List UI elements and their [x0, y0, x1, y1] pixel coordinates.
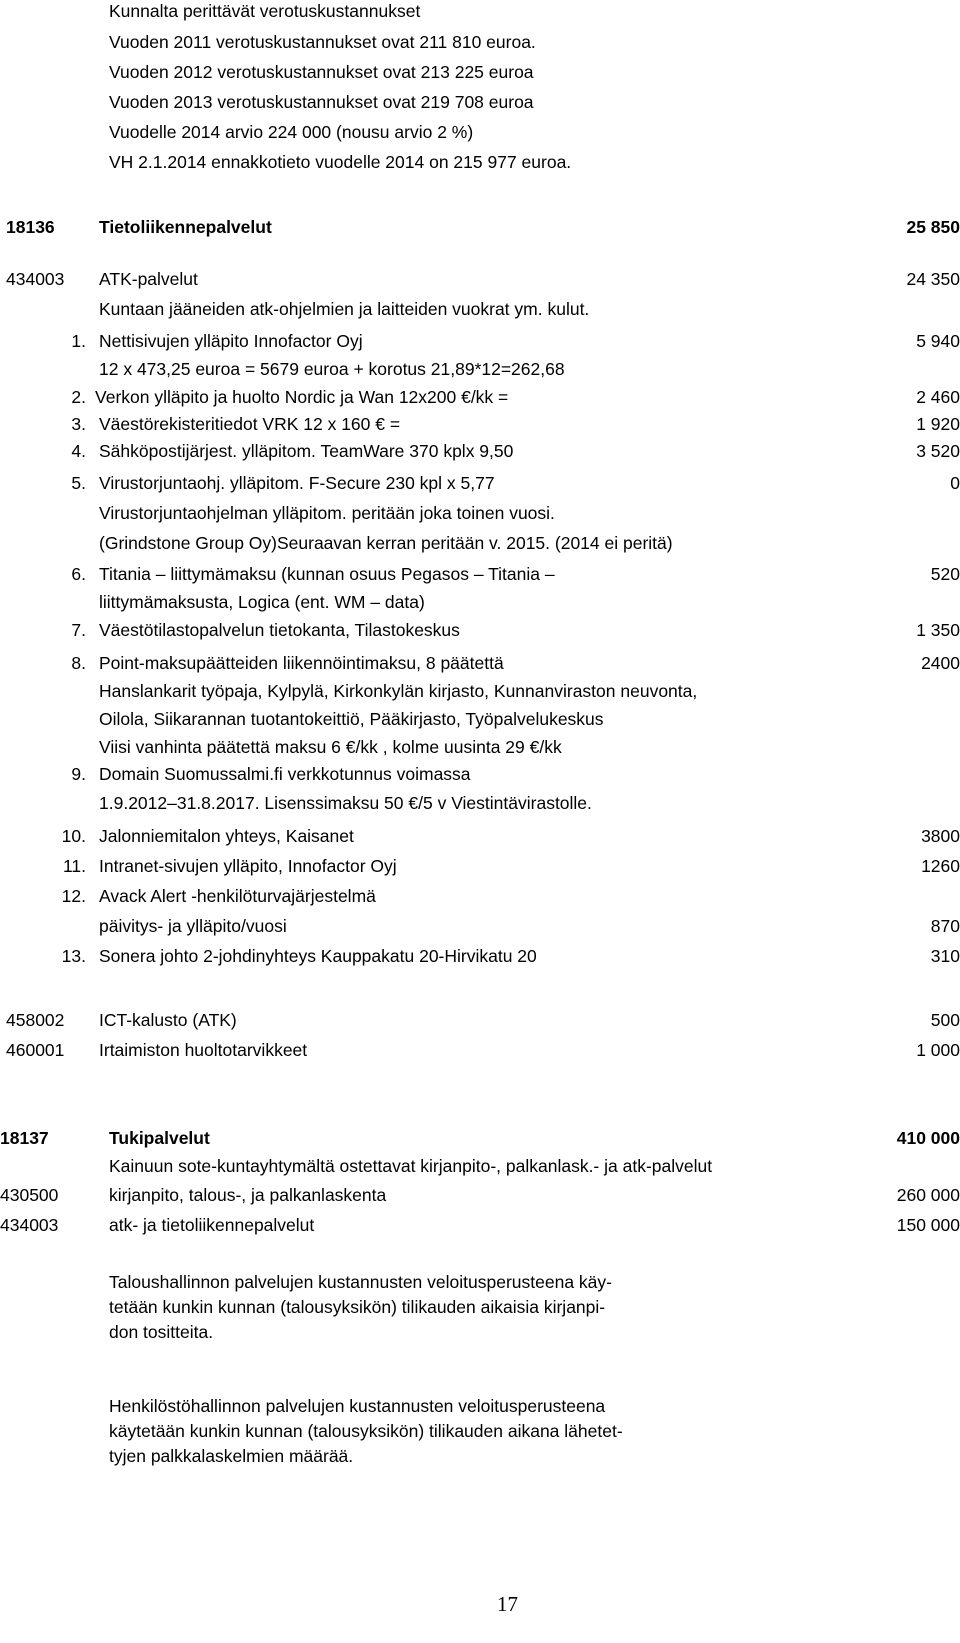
- intro-heading: Kunnalta perittävät verotuskustannukset: [109, 1, 421, 21]
- account-name: ATK-palvelut: [99, 269, 198, 289]
- item-amount: 1260: [921, 856, 960, 876]
- item-amount: 2 460: [916, 387, 960, 407]
- item-subline: Hanslankarit työpaja, Kylpylä, Kirkonkylän kirjasto, Kunnanviraston neuvonta,: [99, 681, 698, 701]
- account-amount: 1 000: [916, 1040, 960, 1060]
- item-amount: 3800: [921, 826, 960, 846]
- paragraph-line: Taloushallinnon palvelujen kustannusten veloitusperusteena käy-: [109, 1272, 612, 1292]
- item-number: 9.: [71, 764, 86, 784]
- paragraph-line: don tositteita.: [109, 1322, 214, 1342]
- item-subline: Viisi vanhinta päätettä maksu 6 €/kk , kolme uusinta 29 €/kk: [99, 737, 562, 757]
- item-number: 10.: [61, 826, 86, 846]
- section-code: 18136: [6, 217, 55, 237]
- account-amount: 150 000: [896, 1215, 960, 1235]
- item-number: 4.: [71, 441, 86, 461]
- item-number: 12.: [61, 886, 86, 906]
- item-amount: 870: [930, 916, 960, 936]
- item-subline: Virustorjuntaohjelman ylläpitom. peritään joka toinen vuosi.: [99, 503, 555, 523]
- account-name: kirjanpito, talous-, ja palkanlaskenta: [109, 1185, 387, 1205]
- item-text: Nettisivujen ylläpito Innofactor Oyj: [99, 331, 363, 351]
- item-subline: 1.9.2012–31.8.2017. Lisenssimaksu 50 €/5 v Viestintävirastolle.: [99, 793, 592, 813]
- paragraph-line: tyjen palkkalaskelmien määrää.: [109, 1446, 354, 1466]
- section-title: Tietoliikennepalvelut: [99, 217, 272, 237]
- section-title: Tukipalvelut: [109, 1128, 210, 1148]
- account-amount: 24 350: [906, 269, 960, 289]
- page-number: 17: [497, 1592, 518, 1616]
- intro-line: VH 2.1.2014 ennakkotieto vuodelle 2014 on 215 977 euroa.: [109, 152, 572, 172]
- item-subline: Oilola, Siikarannan tuotantokeittiö, Pääkirjasto, Työpalvelukeskus: [99, 709, 604, 729]
- account-amount: 500: [930, 1010, 960, 1030]
- item-text: Titania – liittymämaksu (kunnan osuus Pegasos – Titania –: [99, 564, 555, 584]
- item-text: Jalonniemitalon yhteys, Kaisanet: [99, 826, 354, 846]
- item-subline: (Grindstone Group Oy)Seuraavan kerran peritään v. 2015. (2014 ei peritä): [99, 533, 673, 553]
- item-amount: 1 920: [916, 414, 960, 434]
- item-number: 8.: [71, 653, 86, 673]
- account-code: 434003: [6, 269, 65, 289]
- item-amount: 3 520: [916, 441, 960, 461]
- item-text: Sähköpostijärjest. ylläpitom. TeamWare 370 kplx 9,50: [99, 441, 514, 461]
- section-description: Kainuun sote-kuntayhtymältä ostettavat kirjanpito-, palkanlask.- ja atk-palvelut: [109, 1156, 713, 1176]
- item-amount: 0: [950, 473, 960, 493]
- item-number: 13.: [61, 946, 86, 966]
- intro-line: Vuoden 2011 verotuskustannukset ovat 211 810 euroa.: [109, 32, 536, 52]
- item-text: Domain Suomussalmi.fi verkkotunnus voimassa: [99, 764, 471, 784]
- item-number: 11.: [62, 856, 86, 876]
- item-number: 2.: [71, 387, 86, 407]
- item-number: 5.: [71, 473, 86, 493]
- item-text: Väestötilastopalvelun tietokanta, Tilastokeskus: [99, 620, 460, 640]
- item-text: Sonera johto 2-johdinyhteys Kauppakatu 20-Hirvikatu 20: [99, 946, 537, 966]
- intro-line: Vuoden 2012 verotuskustannukset ovat 213 225 euroa: [109, 62, 534, 82]
- intro-line: Vuodelle 2014 arvio 224 000 (nousu arvio 2 %): [109, 122, 474, 142]
- section-amount: 25 850: [906, 217, 960, 237]
- item-subline: 12 x 473,25 euroa = 5679 euroa + korotus 21,89*12=262,68: [99, 359, 565, 379]
- item-text: Avack Alert -henkilöturvajärjestelmä: [99, 886, 376, 906]
- intro-line: Vuoden 2013 verotuskustannukset ovat 219 708 euroa: [109, 92, 534, 112]
- section-code: 18137: [0, 1128, 49, 1148]
- item-text: Väestörekisteritiedot VRK 12 x 160 € =: [99, 414, 401, 434]
- account-code: 460001: [6, 1040, 65, 1060]
- account-code: 458002: [6, 1010, 65, 1030]
- item-number: 3.: [71, 414, 86, 434]
- account-description: Kuntaan jääneiden atk-ohjelmien ja laitteiden vuokrat ym. kulut.: [99, 299, 590, 319]
- account-amount: 260 000: [896, 1185, 960, 1205]
- account-code: 430500: [0, 1185, 59, 1205]
- account-code: 434003: [0, 1215, 59, 1235]
- item-amount: 2400: [921, 653, 960, 673]
- item-text: Verkon ylläpito ja huolto Nordic ja Wan 12x200 €/kk =: [95, 387, 509, 407]
- paragraph-line: käytetään kunkin kunnan (talousyksikön) tilikauden aikana lähetet-: [109, 1421, 623, 1441]
- account-name: atk- ja tietoliikennepalvelut: [109, 1215, 315, 1235]
- item-amount: 310: [930, 946, 960, 966]
- paragraph-line: Henkilöstöhallinnon palvelujen kustannusten veloitusperusteena: [109, 1396, 606, 1416]
- item-amount: 520: [930, 564, 960, 584]
- account-name: Irtaimiston huoltotarvikkeet: [99, 1040, 308, 1060]
- item-number: 7.: [71, 620, 86, 640]
- item-number: 6.: [71, 564, 86, 584]
- item-amount: 5 940: [916, 331, 960, 351]
- account-name: ICT-kalusto (ATK): [99, 1010, 237, 1030]
- item-number: 1.: [71, 331, 86, 351]
- paragraph-line: tetään kunkin kunnan (talousyksikön) tilikauden aikaisia kirjanpi-: [109, 1297, 606, 1317]
- item-amount: 1 350: [916, 620, 960, 640]
- item-subline: päivitys- ja ylläpito/vuosi: [99, 916, 287, 936]
- item-text: Intranet-sivujen ylläpito, Innofactor Oyj: [99, 856, 397, 876]
- item-text: Virustorjuntaohj. ylläpitom. F-Secure 230 kpl x 5,77: [99, 473, 495, 493]
- item-subline: liittymämaksusta, Logica (ent. WM – data): [99, 592, 425, 612]
- section-amount: 410 000: [896, 1128, 960, 1148]
- item-text: Point-maksupäätteiden liikennöintimaksu, 8 päätettä: [99, 653, 504, 673]
